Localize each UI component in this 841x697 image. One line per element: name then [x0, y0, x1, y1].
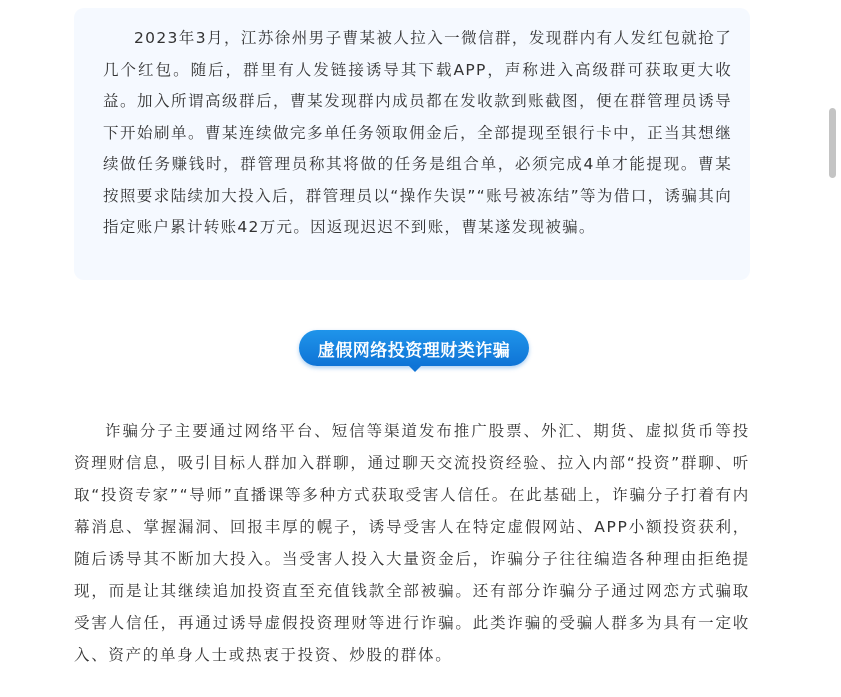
article-body — [74, 415, 750, 671]
scrollbar-thumb[interactable] — [829, 108, 836, 178]
case-example-paragraph: 2023年3月，江苏徐州男子曹某被人拉入一微信群，发现群内有人发红包就抢了几个红包。随后，群里有人发链接诱导其下载APP，声称进入高级群可获取更大收益。加入所谓高级群后，曹某发现群内成员都在发收款到账截图，便在群管理员诱导下开始刷单。曹某连续做完多单任务领取佣金后，全部提现至银行卡中，正当其想继续做任务赚钱时，群管理员称其将做的任务是组合单，必须完成4单才能提现。曹某按照要求陆续加大投入后，群管理员以“操作失误”“账号被冻结”等为借口，诱骗其向指定账户累计转账42万元。因返现迟迟不到账，曹某遂发现被骗。 — [103, 29, 732, 236]
section-title: 虚假网络投资理财类诈骗 — [317, 340, 511, 361]
scrollbar[interactable] — [826, 0, 841, 697]
badge-pointer-icon — [408, 365, 422, 372]
article-paragraph: 诈骗分子主要通过网络平台、短信等渠道发布推广股票、外汇、期货、虚拟货币等投资理财信息，吸引目标人群加入群聊，通过聊天交流投资经验、拉入内部“投资”群聊、听取“投资专家”“导师”直播课等多种方式获取受害人信任。在此基础上，诈骗分子打着有内幕消息、掌握漏洞、回报丰厚的幌子，诱导受害人在特定虚假网站、APP小额投资获利，随后诱导其不断加大投入。当受害人投入大量资金后，诈骗分子往往编造各种理由拒绝提现，而是让其继续追加投资直至充值钱款全部被骗。还有部分诈骗分子通过网恋方式骗取受害人信任，再通过诱导虚假投资理财等进行诈骗。此类诈骗的受骗人群多为具有一定收入、资产的单身人士或热衷于投资、炒股的群体。 — [74, 422, 750, 664]
case-example-box — [74, 8, 750, 280]
section-heading-badge — [299, 330, 529, 366]
